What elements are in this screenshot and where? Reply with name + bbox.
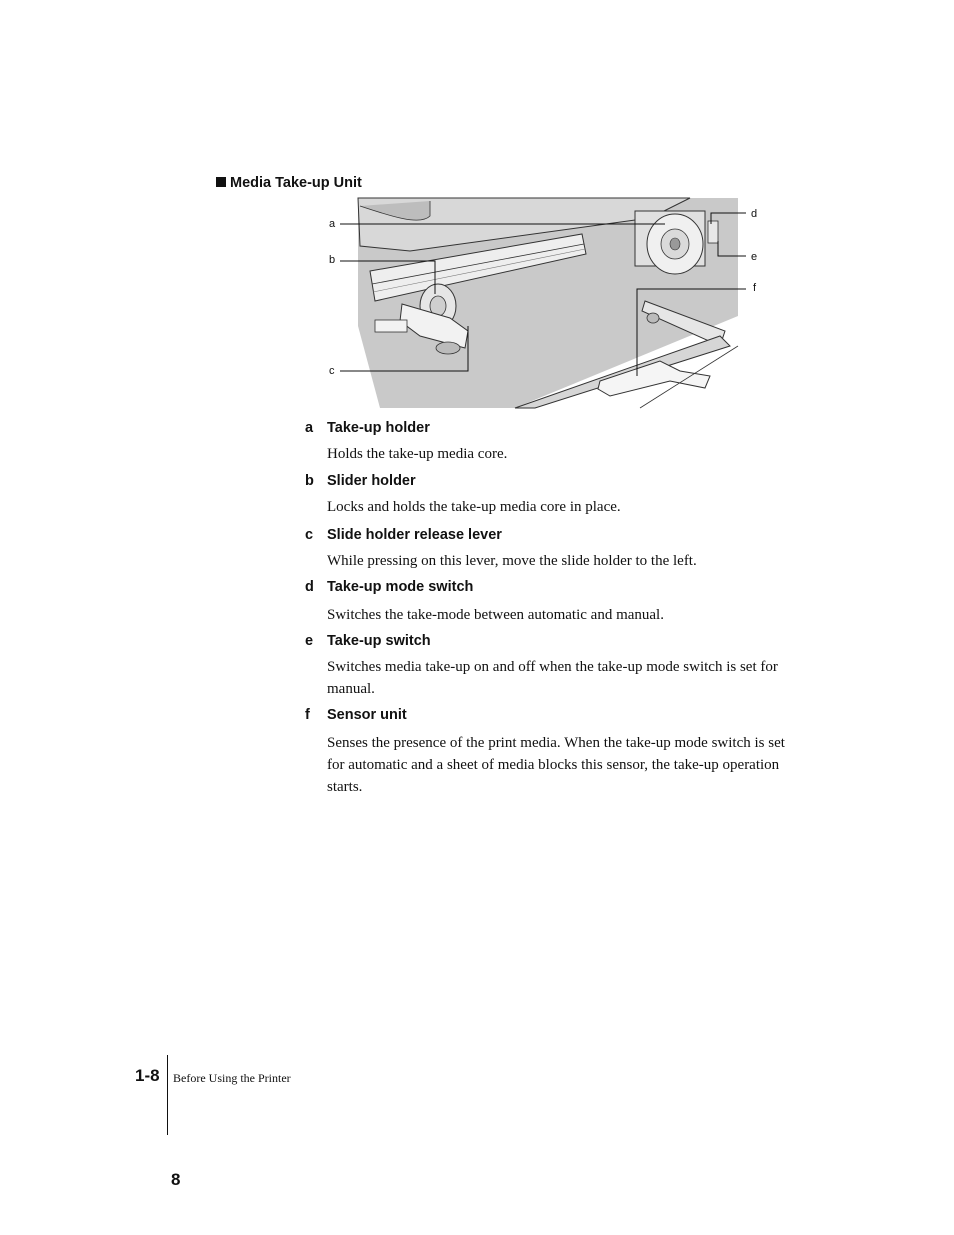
item-take-up-holder: [305, 419, 785, 465]
item-title: Sensor unit: [327, 707, 407, 723]
page-number: 8: [171, 1170, 181, 1189]
section-title: [216, 175, 362, 191]
item-letter: a: [305, 420, 314, 436]
item-take-up-switch: [305, 632, 785, 700]
item-title: Take-up switch: [327, 633, 431, 649]
item-description: Senses the presence of the print media. When the take-up mode switch is set for automatic and a sheet of media blocks this sensor, the take-up operation starts.: [327, 735, 785, 795]
item-description: While pressing on this lever, move the slide holder to the left.: [327, 553, 697, 569]
item-description: Holds the take-up media core.: [327, 446, 508, 462]
footer-divider: [167, 1055, 168, 1135]
page-reference: 1-8: [135, 1066, 160, 1085]
item-letter: d: [305, 579, 314, 595]
item-letter: f: [305, 707, 310, 723]
item-letter: c: [305, 527, 314, 543]
take-up-unit-figure: [320, 196, 770, 410]
callout-c: c: [329, 365, 335, 377]
item-slider-holder: [305, 472, 785, 518]
callout-e: e: [751, 251, 758, 263]
item-title: Slider holder: [327, 473, 416, 489]
item-letter: e: [305, 633, 314, 649]
item-description: Locks and holds the take-up media core in place.: [327, 499, 621, 515]
item-title: Slide holder release lever: [327, 527, 502, 543]
item-title: Take-up holder: [327, 420, 430, 436]
take-up-unit-illustration: [320, 196, 770, 410]
item-sensor-unit: [305, 706, 785, 798]
section-title-text: Media Take-up Unit: [230, 175, 362, 191]
item-take-up-mode-switch: [305, 578, 785, 626]
square-bullet-icon: [216, 177, 226, 187]
callout-f: f: [753, 282, 757, 294]
item-description: Switches the take-mode between automatic and manual.: [327, 607, 664, 623]
callout-b: b: [329, 254, 336, 266]
item-letter: b: [305, 473, 314, 489]
callout-a: a: [329, 218, 336, 230]
callout-d: d: [751, 208, 758, 220]
item-slide-holder-release-lever: [305, 526, 785, 572]
item-description: Switches media take-up on and off when the take-up mode switch is set for manual.: [327, 659, 778, 697]
item-title: Take-up mode switch: [327, 579, 474, 595]
chapter-title: Before Using the Printer: [173, 1071, 291, 1085]
